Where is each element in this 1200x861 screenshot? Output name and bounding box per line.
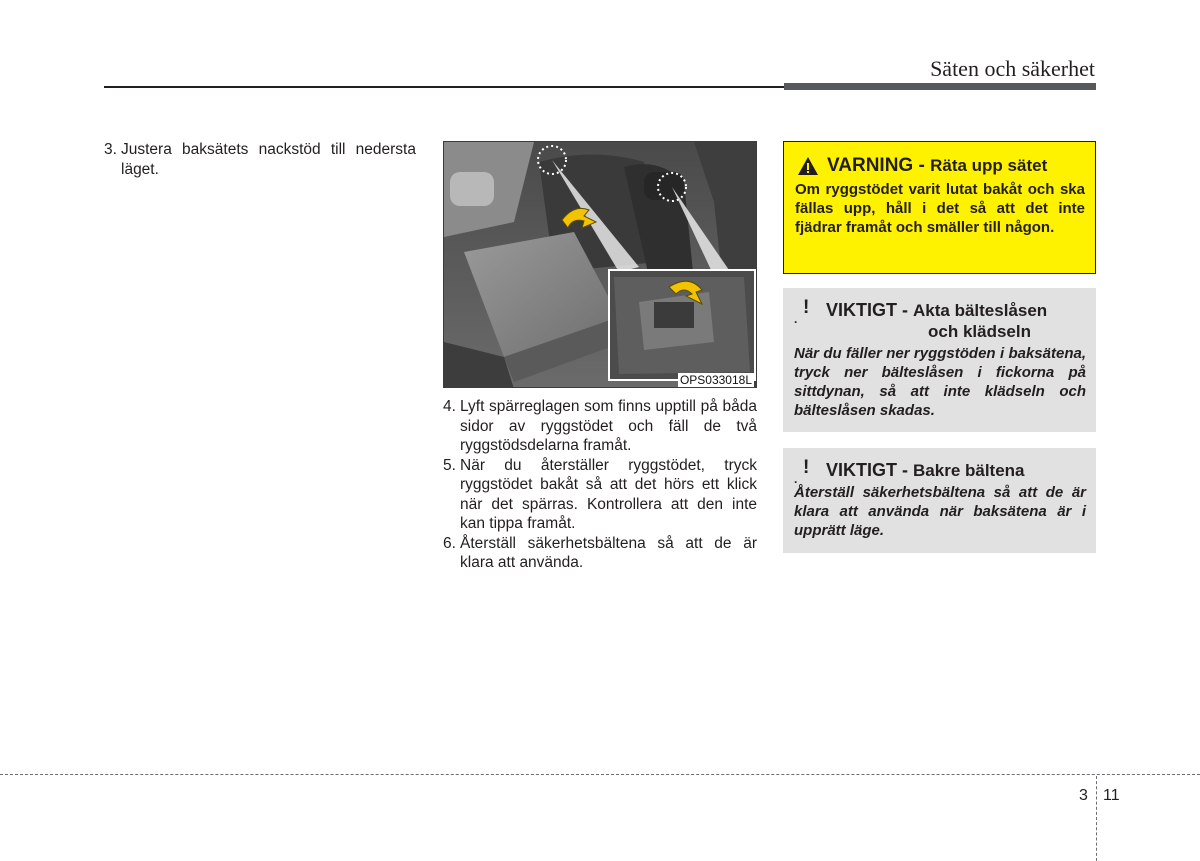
warning-body: Om ryggstödet varit lutat bakåt och ska fällas upp, håll i det så att det inte fjädrar framåt och smäller till någon. (795, 181, 1085, 236)
note-subject: Bakre bältena (913, 461, 1025, 480)
note-label: VIKTIGT - (826, 300, 908, 320)
page-header-title: Säten och säkerhet (930, 56, 1095, 81)
steps-list (443, 397, 757, 573)
step-3 (104, 140, 416, 179)
step-number: 4. (443, 398, 456, 415)
note-title (794, 457, 1086, 486)
note-title (794, 297, 1086, 326)
step-5 (443, 456, 757, 534)
warning-title (795, 155, 1085, 177)
left-column (104, 140, 416, 179)
note-label: VIKTIGT - (826, 460, 908, 480)
warning-label: VARNING - (827, 155, 925, 176)
exclamation-icon (794, 297, 826, 326)
middle-column (443, 141, 757, 573)
step-text: Lyft spärreglagen som finns upptill på båda sidor av ryggstödet och fäll de två ryggstödsdelarna framåt. (460, 398, 757, 454)
note-body: Återställ säkerhetsbältena så att de är klara att använda när baksätena är i upprätt läge. (794, 484, 1086, 539)
step-text: Justera baksätets nackstöd till nedersta läget. (121, 141, 416, 178)
step-number: 5. (443, 456, 456, 474)
exclamation-dot: . (794, 472, 798, 486)
exclamation-mark: ! (803, 457, 810, 478)
photo-code: OPS033018L (679, 373, 752, 387)
seat-fold-illustration (444, 142, 757, 388)
footer-divider (1096, 776, 1097, 861)
note-body: När du fäller ner ryggstöden i baksätena, tryck ner bälteslåsen i fickorna på sittdynan, så att inte klädseln och bälteslåsen skadas. (794, 345, 1086, 419)
step-text: Återställ säkerhetsbältena så att de är klara att använda. (460, 534, 757, 571)
page-number: 11 (1103, 787, 1120, 804)
seat-fold-photo (443, 141, 757, 388)
note-subject: Akta bälteslåsen (913, 301, 1048, 320)
chapter-number: 3 (1079, 787, 1088, 804)
warning-triangle-icon (797, 156, 819, 176)
warning-box (783, 141, 1096, 274)
step-4 (443, 397, 757, 456)
exclamation-mark: ! (803, 297, 810, 318)
exclamation-icon (794, 457, 826, 486)
note-subject-line2: och klädseln (928, 322, 1031, 341)
right-column (783, 141, 1096, 553)
step-text: När du återställer ryggstödet, tryck ryggstödet bakåt så att det hörs ett klick när det spärras. Kontrollera att den inte kan tippa framåt. (460, 456, 757, 532)
header-rule (104, 86, 784, 88)
footer-rule (0, 774, 1200, 775)
important-note-buckles (783, 288, 1096, 432)
step-6 (443, 534, 757, 573)
step-number: 3. (104, 141, 117, 158)
step-number: 6. (443, 534, 456, 552)
header-rule-thick (784, 83, 1096, 90)
exclamation-dot: . (794, 312, 798, 326)
important-note-rear-belts (783, 448, 1096, 553)
warning-subject: Räta upp sätet (930, 156, 1048, 175)
